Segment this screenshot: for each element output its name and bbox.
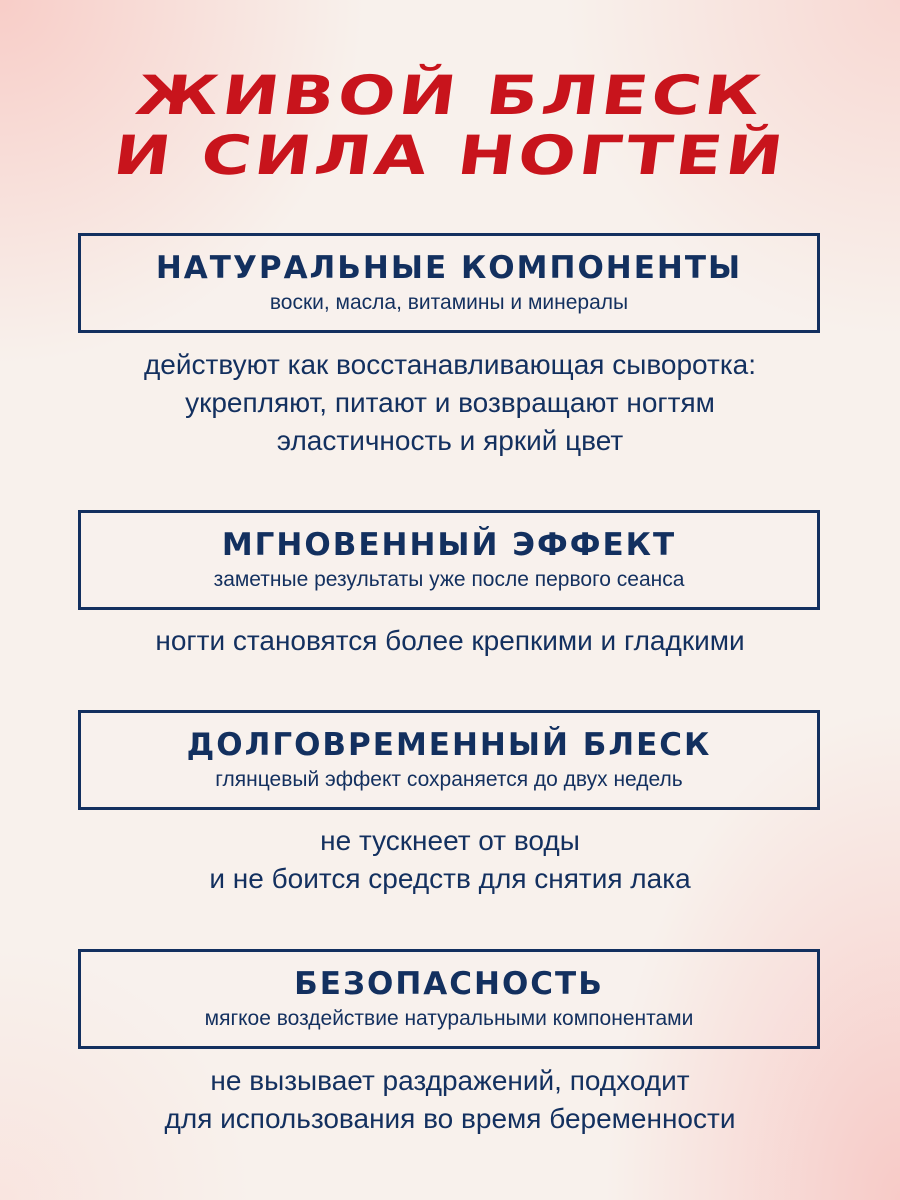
section-heading: БЕЗОПАСНОСТЬ bbox=[294, 966, 604, 1002]
section-safety-box bbox=[78, 949, 820, 1049]
description-line: действуют как восстанавливающая сыворотка: bbox=[143, 349, 757, 380]
section-subheading: мягкое воздействие натуральными компонентами bbox=[204, 1007, 694, 1030]
description-line: для использования во время беременности bbox=[164, 1103, 736, 1134]
section-subheading: заметные результаты уже после первого сеанса bbox=[213, 568, 685, 591]
section-heading: МГНОВЕННЫЙ ЭФФЕКТ bbox=[221, 527, 677, 563]
section-natural-components-box bbox=[78, 233, 820, 333]
section-heading: ДОЛГОВРЕМЕННЫЙ БЛЕСК bbox=[186, 727, 712, 763]
description-line: не вызывает раздражений, подходит bbox=[210, 1065, 690, 1096]
description-line: ногти становятся более крепкими и гладкими bbox=[155, 625, 745, 656]
description-line: укрепляют, питают и возвращают ногтям bbox=[185, 387, 715, 418]
section-long-lasting-shine-description bbox=[40, 822, 860, 898]
section-natural-components-description bbox=[40, 346, 860, 460]
section-instant-effect-box bbox=[78, 510, 820, 610]
section-subheading: глянцевый эффект сохраняется до двух недель bbox=[215, 768, 683, 791]
title-line-1: ЖИВОЙ БЛЕСК bbox=[132, 64, 768, 127]
section-heading: НАТУРАЛЬНЫЕ КОМПОНЕНТЫ bbox=[155, 250, 743, 286]
description-line: и не боится средств для снятия лака bbox=[209, 863, 691, 894]
title-line-2: И СИЛА НОГТЕЙ bbox=[109, 124, 791, 187]
section-subheading: воски, масла, витамины и минералы bbox=[269, 291, 629, 314]
section-instant-effect-description bbox=[40, 622, 860, 660]
description-line: не тускнеет от воды bbox=[320, 825, 580, 856]
description-line: эластичность и яркий цвет bbox=[276, 425, 624, 456]
section-long-lasting-shine-box bbox=[78, 710, 820, 810]
section-safety-description bbox=[40, 1062, 860, 1138]
